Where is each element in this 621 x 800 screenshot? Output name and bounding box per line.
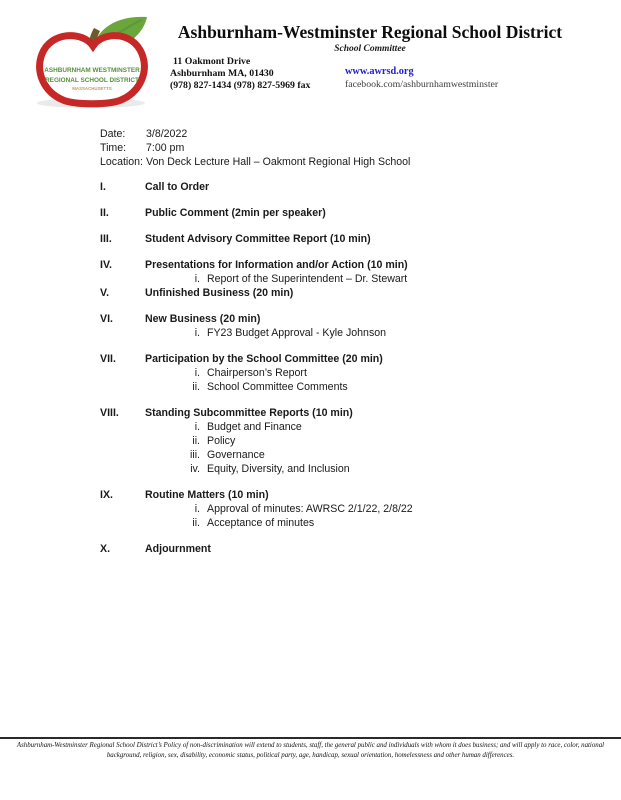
district-address-block <box>170 56 310 92</box>
logo-text-line3: MASSACHUSETTS <box>72 86 112 91</box>
meeting-row-value: 3/8/2022 <box>146 128 188 140</box>
agenda-subitem-text: Acceptance of minutes <box>207 517 315 529</box>
address-line-street: 11 Oakmont Drive <box>173 56 251 67</box>
meeting-row-label: Location: <box>100 156 143 168</box>
agenda-item-title: New Business (20 min) <box>145 313 261 325</box>
agenda-item-row <box>100 258 580 272</box>
footer-line-2: background, religion, sex, disability, economic status, political party, age, handicap, sexual orientation, homelessness and other human differences. <box>106 752 515 759</box>
address-line-city: Ashburnham MA, 01430 <box>170 68 274 79</box>
agenda-subitem-text: Governance <box>207 449 265 461</box>
agenda-subitem-numeral: iv. <box>190 463 200 475</box>
agenda-item-numeral: VI. <box>100 313 113 325</box>
footer-disclaimer <box>0 737 621 761</box>
agenda-item-numeral: V. <box>100 287 110 299</box>
meeting-row <box>100 141 410 155</box>
agenda-subitem-numeral: i. <box>194 367 200 379</box>
agenda-item-row <box>100 352 580 366</box>
agenda-subitem-text: School Committee Comments <box>207 381 348 393</box>
agenda-item-title: Call to Order <box>145 181 210 193</box>
agenda-item <box>100 232 580 246</box>
agenda-subitem-numeral: ii. <box>192 517 200 529</box>
agenda-item-numeral: IV. <box>100 259 112 271</box>
agenda-subitem-text: Policy <box>207 435 236 447</box>
agenda-subitem-numeral: i. <box>194 273 200 285</box>
agenda-subitem <box>100 272 580 286</box>
agenda-item-numeral: II. <box>100 207 109 219</box>
agenda-item <box>100 488 580 530</box>
agenda-item-title: Standing Subcommittee Reports (10 min) <box>145 407 353 419</box>
agenda-subitem-text: Equity, Diversity, and Inclusion <box>207 463 350 475</box>
agenda-item <box>100 206 580 220</box>
agenda-item-row <box>100 488 580 502</box>
agenda-item-numeral: VII. <box>100 353 116 365</box>
agenda-subitem <box>100 462 580 476</box>
agenda-subitem <box>100 366 580 380</box>
agenda-item-numeral: X. <box>100 543 111 555</box>
meeting-row <box>100 155 410 169</box>
footer-line-1: Ashburnham-Westminster Regional School District’s Policy of non-discrimination will extend to students, staff, the general public and individuals with whom it does business; and will apply to race, color, national <box>16 742 605 749</box>
agenda-subitem-text: Approval of minutes: AWRSC 2/1/22, 2/8/22 <box>207 503 413 515</box>
agenda-item-row <box>100 312 580 326</box>
agenda-subitem <box>100 380 580 394</box>
logo-text-line2: REGIONAL SCHOOL DISTRICT <box>45 77 139 84</box>
agenda-subitem <box>100 516 580 530</box>
agenda-item-numeral: IX. <box>100 489 113 501</box>
address-line-phone: (978) 827-1434 (978) 827-5969 fax <box>170 80 311 91</box>
agenda-subitem-numeral: ii. <box>192 435 200 447</box>
meeting-info-block <box>100 127 410 169</box>
agenda-item-row <box>100 232 580 246</box>
agenda-item <box>100 312 580 340</box>
agenda-item <box>100 286 580 300</box>
agenda-subitem-numeral: i. <box>194 327 200 339</box>
agenda-subitem-numeral: i. <box>194 503 200 515</box>
agenda-item-title: Public Comment (2min per speaker) <box>145 207 326 219</box>
agenda-item-numeral: III. <box>100 233 112 245</box>
agenda-item-row <box>100 206 580 220</box>
agenda-subitem-numeral: iii. <box>189 449 200 461</box>
agenda-subitem-numeral: ii. <box>192 381 200 393</box>
agenda-subitem <box>100 326 580 340</box>
agenda-item-numeral: I. <box>100 181 106 193</box>
agenda-item <box>100 352 580 394</box>
committee-subtitle: School Committee <box>334 44 406 54</box>
agenda-item-title: Routine Matters (10 min) <box>145 489 269 501</box>
agenda-item-title: Adjournment <box>145 543 211 555</box>
agenda-subitem <box>100 502 580 516</box>
agenda-item <box>100 258 580 286</box>
weblinks-block <box>345 66 498 90</box>
logo-text-line1: ASHBURNHAM WESTMINSTER <box>44 67 140 74</box>
meeting-row-value: 7:00 pm <box>146 142 185 154</box>
facebook-link[interactable]: facebook.com/ashburnhamwestminster <box>345 79 499 90</box>
website-link[interactable]: www.awrsd.org <box>345 66 414 77</box>
agenda-item-title: Presentations for Information and/or Action (10 min) <box>145 259 408 271</box>
apple-logo-icon <box>33 8 155 110</box>
agenda-item <box>100 180 580 194</box>
meeting-row-value: Von Deck Lecture Hall – Oakmont Regional High School <box>146 156 411 168</box>
agenda-item-title: Unfinished Business (20 min) <box>145 287 294 299</box>
agenda-subitem <box>100 420 580 434</box>
agenda-subitem <box>100 448 580 462</box>
agenda-item-numeral: VIII. <box>100 407 119 419</box>
meeting-row-label: Date: <box>100 128 126 140</box>
agenda-item-row <box>100 180 580 194</box>
agenda-item-row <box>100 406 580 420</box>
agenda-item-row <box>100 542 580 556</box>
agenda-item-title: Student Advisory Committee Report (10 min) <box>145 233 371 245</box>
district-logo <box>33 8 155 110</box>
agenda-subitem-text: FY23 Budget Approval - Kyle Johnson <box>207 327 387 339</box>
agenda-subitem <box>100 434 580 448</box>
district-title: Ashburnham-Westminster Regional School District <box>177 22 563 42</box>
agenda-subitem-text: Report of the Superintendent – Dr. Stewart <box>207 273 408 285</box>
agenda-subitem-text: Budget and Finance <box>207 421 302 433</box>
agenda-item <box>100 406 580 476</box>
meeting-row-label: Time: <box>100 142 127 154</box>
meeting-row <box>100 127 410 141</box>
agenda-item-title: Participation by the School Committee (20 min) <box>145 353 383 365</box>
agenda-item <box>100 542 580 556</box>
agenda-list <box>100 180 580 568</box>
agenda-item-row <box>100 286 580 300</box>
agenda-subitem-text: Chairperson’s Report <box>207 367 307 379</box>
agenda-subitem-numeral: i. <box>194 421 200 433</box>
